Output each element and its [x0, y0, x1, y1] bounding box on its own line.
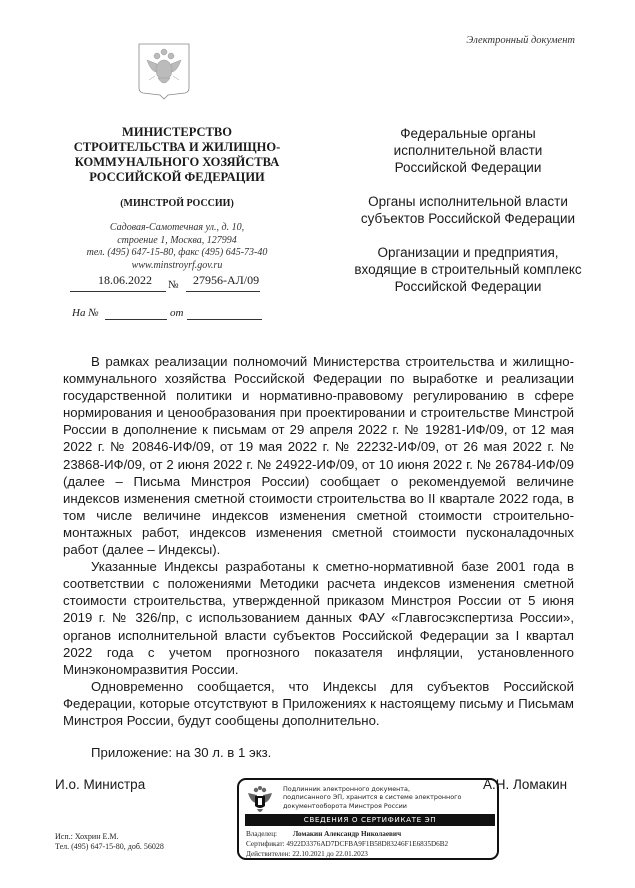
- ministry-name: [62, 125, 292, 185]
- address-line: Садовая-Самотечная ул., д. 10,: [109, 222, 245, 233]
- date-underline: [70, 291, 166, 292]
- ministry-line: СТРОИТЕЛЬСТВА И ЖИЛИЩНО-: [73, 140, 281, 154]
- body-paragraph: Одновременно сообщается, что Индексы для субъектов Российской Федерации, которые отсутствуют в Приложениях к настоящему письму и Письмам Минстроя России, будут сообщены дополнительно.: [63, 678, 574, 728]
- ministry-line: МИНИСТЕРСТВО: [122, 125, 232, 139]
- reply-number-blank: [105, 319, 167, 320]
- stamp-intro-line: подписанного ЭП, хранится в системе электронного: [283, 793, 462, 802]
- certificate-info-title: СВЕДЕНИЯ О СЕРТИФИКАТЕ ЭП: [245, 814, 495, 826]
- validity-label: Действителен:: [246, 850, 291, 858]
- executor-info: [55, 832, 164, 852]
- attachment-note: Приложение: на 30 л. в 1 экз.: [91, 745, 272, 760]
- recipient-line: Органы исполнительной власти: [368, 194, 568, 209]
- website-link[interactable]: www.minstroyrf.gov.ru: [131, 259, 223, 271]
- signer-title: И.о. Министра: [55, 777, 146, 792]
- recipients-block: [318, 125, 618, 312]
- executor-name: Исп.: Хохрин Е.М.: [55, 832, 119, 841]
- reply-reference: [72, 307, 262, 323]
- certificate-id: 4922D3376AD7DCFBA9F1B58D83246F1E6835D6B2: [286, 840, 449, 848]
- eagle-emblem-icon: [247, 785, 273, 815]
- certificate-label: Сертификат:: [246, 840, 285, 848]
- certificate-row: [246, 839, 448, 849]
- body-paragraph: В рамках реализации полномочий Министерства строительства и жилищно-коммунального хозяйства Российской Федерации по выработке и реализации государственной политики и нормативно-правовому регулированию в сфере нормирования и ценообразования при проектировании и строительстве Минстрой России в дополнение к письмам от 29 апреля 2022 г. № 19281-ИФ/09, от 12 мая 2022 г. № 20846-ИФ/09, от 19 мая 2022 г. № 22232-ИФ/09, от 26 мая 2022 г. № 23868-ИФ/09, от 2 июня 2022 г. № 24922-ИФ/09, от 10 июня 2022 г. № 26784-ИФ/09 (далее – Письма Минстроя России) сообщает о рекомендуемой величине индексов изменения сметной стоимости строительства во II квартале 2022 года, в том числе величине индексов изменения сметной стоимости строительно-монтажных работ, индексов изменения сметной стоимости пусконаладочных работ (далее – Индексы).: [63, 354, 574, 558]
- owner-row: [246, 829, 448, 839]
- recipient-line: субъектов Российской Федерации: [360, 211, 576, 226]
- signer-name: А.Н. Ломакин: [483, 777, 568, 792]
- recipient-group: [318, 193, 618, 227]
- reply-date-blank: [187, 319, 262, 320]
- letter-body: [63, 353, 574, 729]
- owner-label: Владелец:: [246, 830, 278, 838]
- body-paragraph: Указанные Индексы разработаны к сметно-нормативной базе 2001 года в соответствии с положениями Методики расчета индексов изменения сметной стоимости строительства, утвержденной приказом Минстроя России от 5 июня 2019 г. № 326/пр, с использованием данных ФАУ «Главгосэкспертиза России», органов исполнительной власти субъектов Российской Федерации за I квартал 2022 года с учетом прогнозного показателя инфляции, установленного Минэкономразвития России.: [63, 559, 574, 677]
- recipient-line: исполнительной власти: [393, 143, 543, 158]
- recipient-line: Федеральные органы: [400, 126, 536, 141]
- recipient-line: Российской Федерации: [394, 160, 542, 175]
- validity-row: [246, 849, 448, 859]
- letter-date-number: [70, 273, 260, 293]
- reply-number-label: На №: [72, 307, 99, 319]
- stamp-intro-line: документооборота Минстроя России: [283, 801, 407, 810]
- address-line: строение 1, Москва, 127994: [117, 234, 237, 246]
- certificate-details: [246, 829, 448, 859]
- owner-name: Ломакин Александр Николаевич: [292, 830, 402, 838]
- ministry-line: КОММУНАЛЬНОГО ХОЗЯЙСТВА: [74, 155, 280, 169]
- stamp-intro-line: Подлинник электронного документа,: [283, 785, 410, 793]
- validity-period: 22.10.2021 до 22.01.2023: [292, 850, 368, 858]
- ministry-line: РОССИЙСКОЙ ФЕДЕРАЦИИ: [89, 170, 265, 184]
- recipient-group: [318, 125, 618, 176]
- reply-from-label: от: [170, 307, 184, 319]
- recipient-line: Российской Федерации: [394, 279, 542, 294]
- e-signature-stamp: [237, 778, 499, 860]
- number-sign: №: [168, 279, 179, 291]
- ministry-short-name: (МИНСТРОЙ РОССИИ): [120, 198, 234, 209]
- recipient-line: входящие в строительный комплекс: [354, 262, 582, 277]
- letter-date: 18.06.2022: [98, 273, 152, 287]
- executor-phone: Тел. (495) 647-15-80, доб. 56028: [55, 842, 164, 851]
- stamp-intro: [283, 785, 461, 810]
- number-underline: [186, 291, 260, 292]
- recipient-line: Организации и предприятия,: [377, 245, 559, 260]
- electronic-document-note: Электронный документ: [466, 35, 575, 46]
- ministry-address: [62, 222, 292, 272]
- recipient-group: [318, 244, 618, 295]
- coat-of-arms-icon: [135, 42, 193, 100]
- address-line: тел. (495) 647-15-80, факс (495) 645-73-40: [86, 247, 268, 258]
- letter-number: 27956-АЛ/09: [193, 273, 260, 287]
